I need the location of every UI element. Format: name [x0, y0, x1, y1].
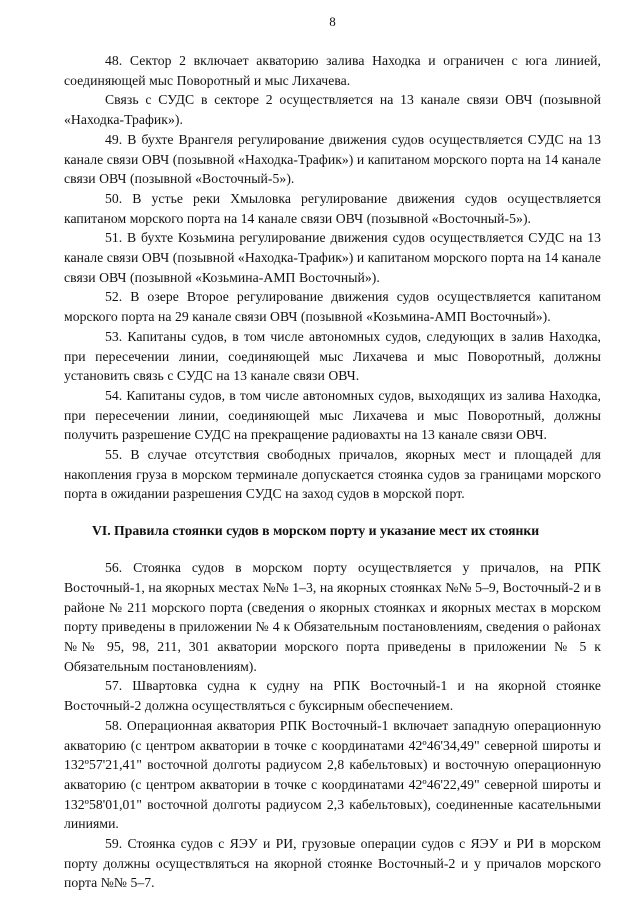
paragraph-48: 48. Сектор 2 включает акваторию залива Находка и ограничен с юга линией, соединяющей мыс Поворотный и мыс Лихачева. [64, 53, 601, 88]
paragraph-52: 52. В озере Второе регулирование движения судов осуществляется капитаном морского порта на 29 канале связи ОВЧ (позывной «Козьмина-АМП Восточный»). [64, 289, 601, 325]
paragraph-54: 54. Капитаны судов, в том числе автономных судов, выходящих из залива Находка, при пересечении линии, соединяющей мыс Лихачева и мыс Поворотный, должны получить разрешение СУДС на прекращение радиовахты на 13 канале связи ОВЧ. [64, 387, 601, 443]
section-heading: VI. Правила стоянки судов в морском порту и указание мест их стоянки [92, 523, 540, 539]
paragraph-56: 56. Стоянка судов в морском порту осуществляется у причалов, на РПК Восточный-1, на якорных местах №№ 1–3, на якорных стоянках №№ 5–9, Восточный-2 и в районе № 211 морского порта (сведения о якорных стоянках и якорных местах в морском порту приведены в приложении № 4 к Обязательным постановлениям, сведения о районах №№ 95, 98, 211, 301 акватории морского порта приведены в приложении № 5 к Обязательным постановлениям). [64, 560, 601, 674]
paragraph-53: 53. Капитаны судов, в том числе автономных судов, следующих в залив Находка, при пересечении линии, соединяющей мыс Лихачева и мыс Поворотный, должны установить связь с СУДС на 13 канале связи ОВЧ. [64, 328, 601, 384]
paragraph-57: 57. Швартовка судна к судну на РПК Восточный-1 и на якорной стоянке Восточный-2 должна осуществляться с буксирным обеспечением. [64, 678, 601, 714]
paragraph-50: 50. В устье реки Хмыловка регулирование движения судов осуществляется капитаном морского порта на 14 канале связи ОВЧ (позывной «Восточный-5»). [64, 190, 601, 226]
paragraph-48-communication: Связь с СУДС в секторе 2 осуществляется на 13 канале связи ОВЧ (позывной «Находка-Трафик»). [64, 92, 601, 128]
page-number: 8 [329, 14, 336, 29]
paragraph-58: 58. Операционная акватория РПК Восточный-1 включает западную операционную акваторию (с центром акватории в точке с координатами 42º46'34,49" северной широты и 132º57'21,41" восточной долготы радиусом 2,8 кабельтовых) и восточную операционную акваторию (с центром акватории в точке с координатами 42º46'22,49" северной широты и 132º58'01,01" восточной долготы радиусом 2,3 кабельтовых), соединенные касательными линиями. [64, 717, 601, 832]
paragraph-49: 49. В бухте Врангеля регулирование движения судов осуществляется СУДС на 13 канале связи ОВЧ (позывной «Находка-Трафик») и капитаном морского порта на 14 канале связи ОВЧ (позывной «Восточный-5»). [64, 131, 601, 187]
paragraph-59: 59. Стоянка судов с ЯЭУ и РИ, грузовые операции судов с ЯЭУ и РИ в морском порту должны осуществляться на якорной стоянке Восточный-2 и у причалов морского порта №№ 5–7. [64, 836, 601, 891]
paragraph-51: 51. В бухте Козьмина регулирование движения судов осуществляется СУДС на 13 канале связи ОВЧ (позывной «Находка-Трафик») и капитаном морского порта на 14 канале связи ОВЧ (позывной «Козьмина-АМП Восточный»). [64, 230, 601, 285]
paragraph-55: 55. В случае отсутствия свободных причалов, якорных мест и площадей для накопления груза в морском терминале допускается стоянка судов за границами морского порта в ожидании разрешения СУДС на заход судов в морской порт. [64, 447, 601, 502]
